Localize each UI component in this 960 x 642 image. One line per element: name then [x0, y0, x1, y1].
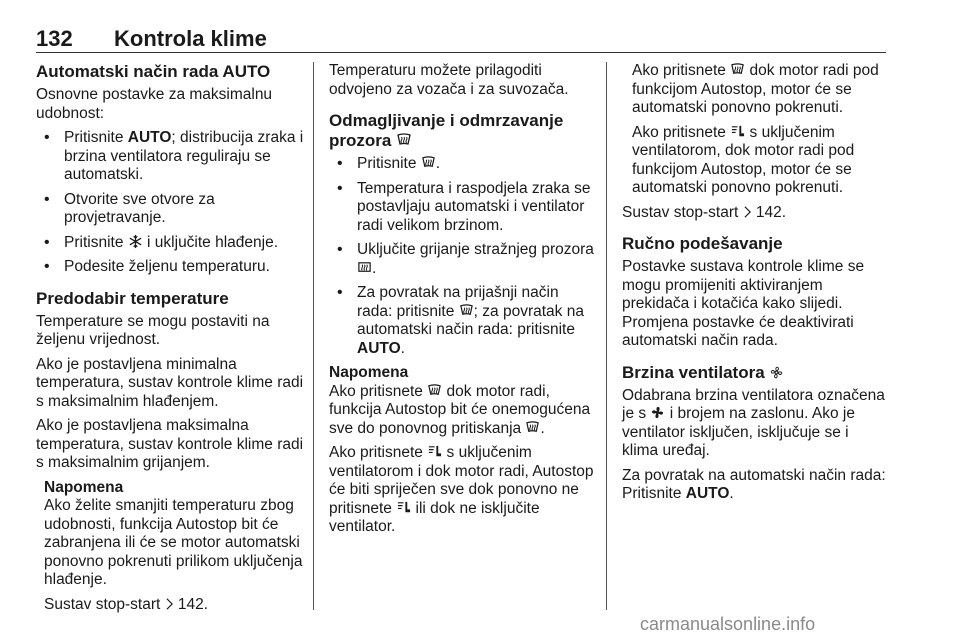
note-block: [36, 479, 304, 615]
note-text: Ako pritisnete s uključenim ventilatorom, dok motor radi pod funkcijom Autostop, motor će se automatski ponovno pokrenuti.: [632, 123, 855, 196]
windscreen-defrost-icon: [459, 303, 474, 318]
paragraph: Odabrana brzina ventilatora označena je s i brojem na zaslonu. Ako je ventilator isključen, isključuje se i klima uređaj.: [622, 386, 885, 459]
list-item: • Podesite željenu temperaturu.: [36, 258, 304, 277]
page-header: [36, 26, 886, 52]
list-item: • Pritisnite .: [329, 155, 597, 174]
note-text: Ako želite smanjiti temperaturu zbog udobnosti, funkcija Autostop bit će zabranjena ili će se motor automatski ponovno pokrenuti prilikom uključenja hlađenje.: [44, 497, 303, 588]
list-item: • Pritisnite i uključite hlađenje.: [36, 234, 304, 253]
bullet-list: [36, 129, 304, 277]
list-item: • Uključite grijanje stražnjeg prozora .: [329, 241, 597, 278]
section-heading-auto-mode: Automatski način rada AUTO: [36, 62, 271, 81]
fan-outline-icon: [769, 365, 784, 380]
header-divider: [36, 52, 886, 53]
section-heading-demist: Odmagljivanje i odmrzavanje prozora: [329, 111, 564, 150]
cross-reference: Sustav stop-start 142.: [44, 595, 209, 613]
paragraph: Ako je postavljena maksimalna temperatura, sustav kontrole klime radi s maksimalnim grijanjem.: [36, 417, 304, 471]
air-distribution-icon: [730, 124, 745, 139]
column-3: [622, 62, 888, 510]
arrow-right-icon: [165, 597, 174, 611]
windscreen-defrost-icon: [421, 155, 436, 170]
note-continuation: [622, 62, 888, 198]
list-item: • Otvorite sve otvore za provjetravanje.: [36, 191, 304, 228]
air-distribution-icon: [427, 444, 442, 459]
windscreen-defrost-icon: [427, 383, 442, 398]
section-heading-fan-speed: Brzina ventilatora: [622, 363, 888, 383]
column-divider: [606, 62, 607, 610]
rear-window-heating-icon: [357, 260, 372, 275]
column-divider: [313, 62, 314, 610]
column-2: [329, 62, 597, 543]
note-title: Napomena: [329, 364, 409, 381]
list-item: • Za povratak na prijašnji način rada: pritisnite ; za povratak na automatski način rada: pritisnite AUTO.: [329, 284, 597, 358]
snowflake-icon: [128, 234, 143, 249]
paragraph: Za povratak na automatski način rada: Pritisnite AUTO.: [622, 466, 886, 502]
air-distribution-icon: [396, 500, 411, 515]
windscreen-defrost-icon: [730, 62, 745, 77]
note-text: Ako pritisnete dok motor radi pod funkcijom Autostop, motor će se automatski ponovno pokrenuti.: [632, 62, 879, 116]
page-title: Kontrola klime: [114, 26, 267, 51]
note-title: Napomena: [44, 478, 124, 496]
section-heading-manual: Ručno podešavanje: [622, 234, 783, 253]
list-item: • Pritisnite AUTO; distribucija zraka i brzina ventilatora reguliraju se automatski.: [36, 129, 304, 185]
note-text: Ako pritisnete dok motor radi, funkcija Autostop bit će onemogućena sve do ponovnog pritiskanja .: [329, 382, 591, 437]
column-1: [36, 62, 304, 620]
paragraph: Ako je postavljena minimalna temperatura, sustav kontrole klime radi s maksimalnim hlađenjem.: [36, 355, 304, 410]
list-item: • Temperatura i raspodjela zraka se postavljaju automatski i ventilator radi velikom brzinom.: [329, 180, 597, 236]
windscreen-defrost-icon: [396, 132, 412, 148]
page-number: 132: [36, 26, 73, 51]
paragraph: Postavke sustava kontrole klime se mogu promijeniti aktiviranjem prekidača i kotačića kako slijedi. Promjena postavke će deaktivirati automatski način rada.: [622, 258, 865, 349]
fan-icon: [650, 405, 665, 420]
note-text: Ako pritisnete s uključenim ventilatorom i dok motor radi, Autostop će biti spriječen sve dok ponovno ne pritisnete ili dok ne isključite ventilator.: [329, 444, 594, 535]
section-heading-temperature-preselection: Predodabir temperature: [36, 288, 229, 308]
bullet-list: [329, 155, 597, 358]
cross-reference: Sustav stop-start 142.: [622, 203, 787, 221]
paragraph: Temperaturu možete prilagoditi odvojeno za vozača i za suvozača.: [329, 62, 569, 98]
paragraph: Temperature se mogu postaviti na željenu vrijednost.: [36, 312, 270, 348]
windscreen-defrost-icon: [525, 420, 540, 435]
watermark: carmanualsonline.info: [640, 614, 816, 634]
arrow-right-icon: [743, 205, 752, 219]
paragraph: Osnovne postavke za maksimalnu udobnost:: [36, 86, 273, 122]
